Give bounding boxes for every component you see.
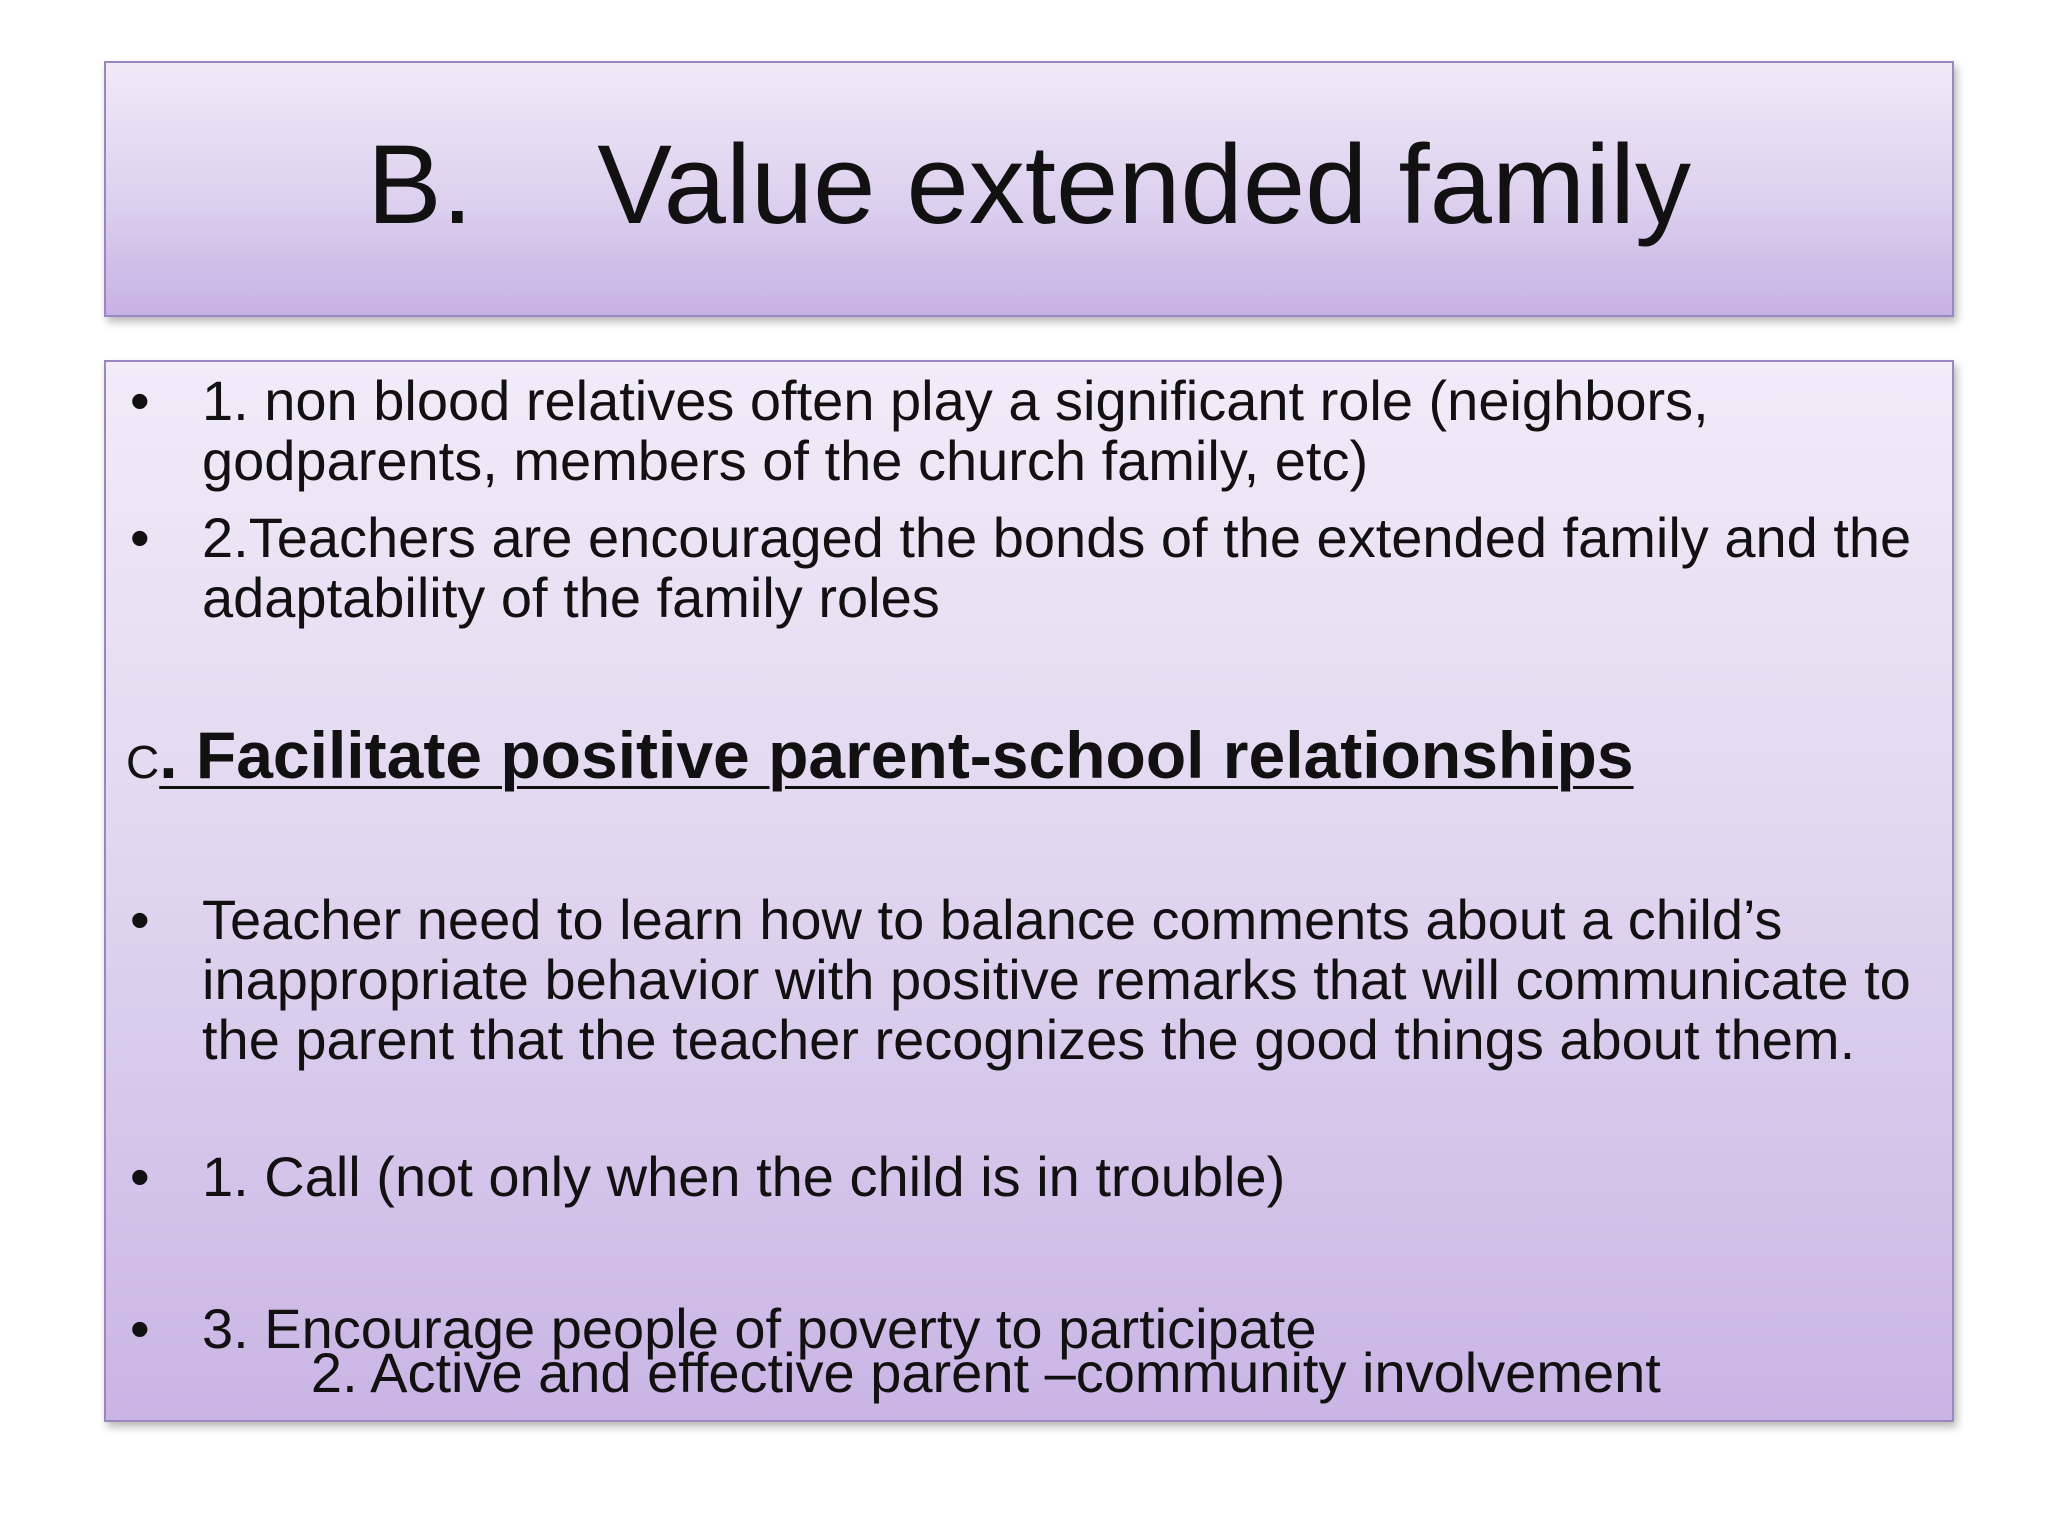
bullet-icon: • [130,1145,150,1208]
title-box [104,61,1954,317]
section-letter: C [126,736,160,788]
list-item [130,506,1932,629]
list-item-text: 1. non blood relatives often play a significant role (neighbors, godparents, members of the church family, etc) [202,369,1709,492]
bullet-icon: • [130,1297,150,1360]
list-item [130,888,1932,1071]
slide-title: B. Value extended family [367,122,1691,247]
section-heading-text: . Facilitate positive parent-school relationships [159,718,1634,792]
section-heading [126,717,1634,793]
list-item-text: Teacher need to learn how to balance comments about a child’s inappropriate behavior with positive remarks that will communicate to the parent that the teacher recognizes the good things about them. [202,888,1911,1071]
list-item [130,369,1932,492]
list-item-text: 1. Call (not only when the child is in trouble) [202,1145,1286,1208]
bullet-icon: • [130,369,150,432]
list-item [130,1145,1932,1208]
list-item-text: 2. Active and effective parent –community involvement [295,1341,1661,1404]
bullet-icon: • [130,888,150,951]
bullet-icon: • [130,506,150,569]
content-box [104,360,1954,1422]
list-item [130,1297,1932,1360]
list-item-text: 2.Teachers are encouraged the bonds of the extended family and the adaptability of the family roles [202,506,1912,629]
list-item-text: 3. Encourage people of poverty to participate [202,1297,1317,1360]
